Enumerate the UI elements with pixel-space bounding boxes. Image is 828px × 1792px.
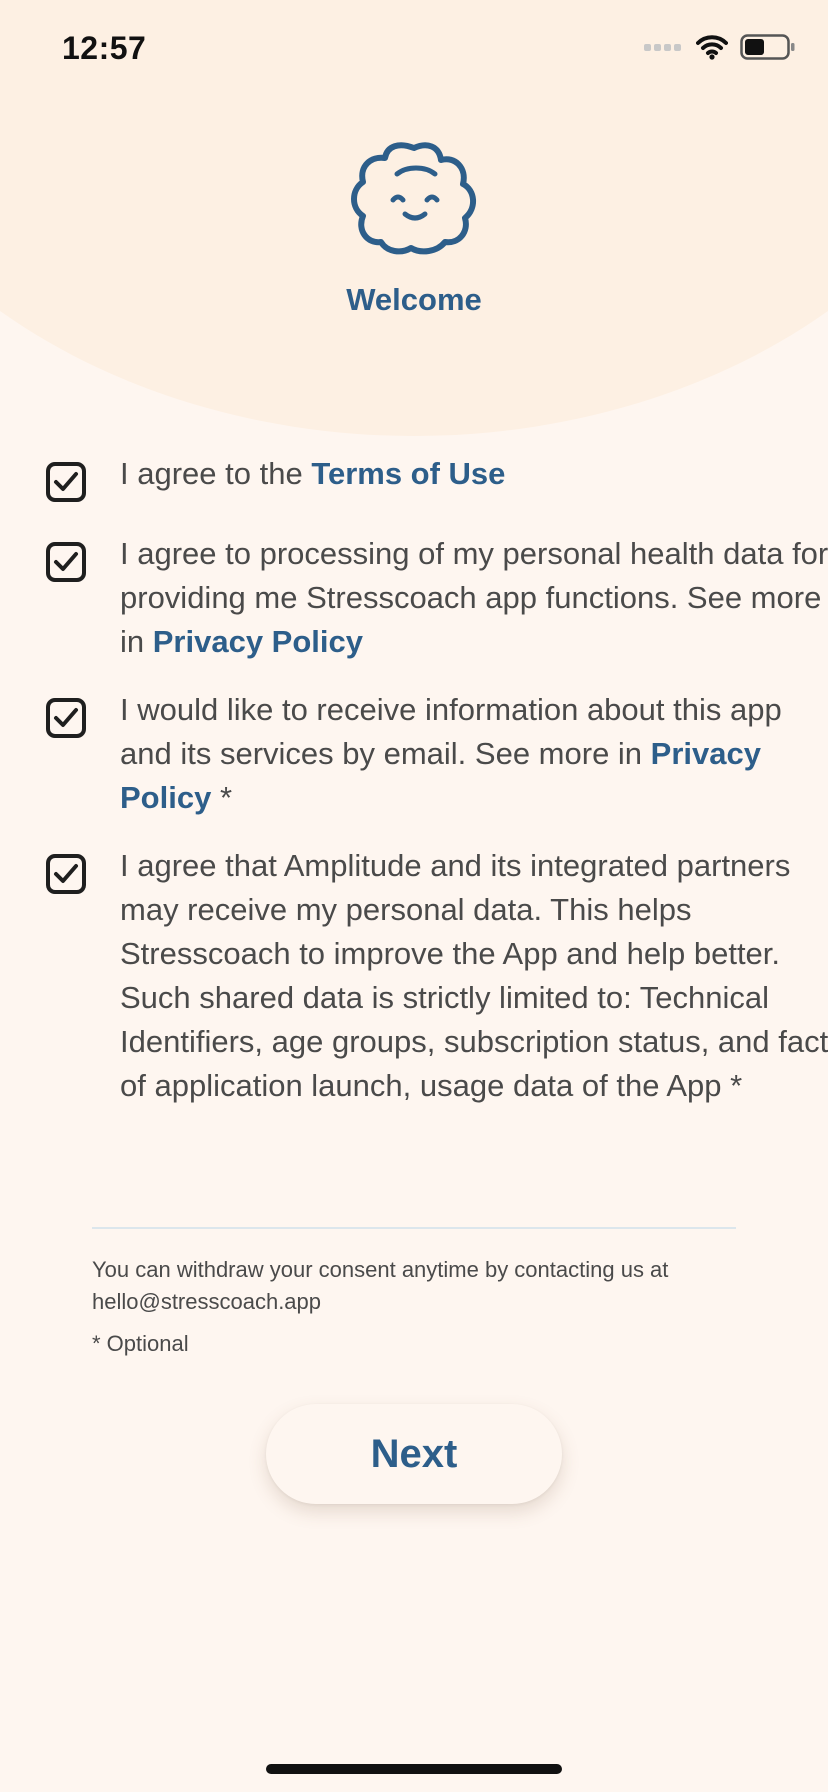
consent-health-data-label: I agree to processing of my personal health data for providing me Stresscoach app functions. See more in: [120, 536, 828, 659]
consent-health-data-checkbox[interactable]: [46, 542, 86, 582]
consent-amplitude-checkbox[interactable]: [46, 854, 86, 894]
divider: [92, 1227, 736, 1229]
status-time: 12:57: [62, 30, 147, 66]
next-button[interactable]: Next: [266, 1404, 562, 1504]
smiling-cloud-icon: [349, 138, 479, 258]
cellular-signal-icon: [644, 41, 684, 53]
consent-terms-label: I agree to the: [120, 456, 312, 491]
checkmark-icon: [53, 863, 79, 885]
consent-health-data-text: [120, 532, 828, 664]
checkmark-icon: [53, 471, 79, 493]
checkmark-icon: [53, 551, 79, 573]
privacy-policy-link[interactable]: Privacy Policy: [152, 624, 363, 659]
consent-email-label: I would like to receive information about this app and its services by email. See more in: [120, 692, 782, 771]
optional-note: * Optional: [92, 1331, 189, 1356]
optional-marker: *: [211, 780, 233, 815]
status-bar: [0, 0, 828, 100]
consent-amplitude-text: I agree that Amplitude and its integrated partners may receive my personal data. This helps Stresscoach to improve the App and help better. Such shared data is strictly limited to: Technical Identifiers, age groups, subscription status, and fact of application launch, usage data of the App *: [120, 848, 828, 1103]
consent-email-checkbox[interactable]: [46, 698, 86, 738]
withdraw-consent-note: You can withdraw your consent anytime by contacting us at hello@stresscoach.app: [92, 1257, 669, 1314]
wifi-icon: [696, 34, 728, 60]
battery-icon: [740, 34, 796, 60]
privacy-policy-link[interactable]: Privacy Policy: [120, 736, 761, 815]
checkmark-icon: [53, 707, 79, 729]
terms-of-use-link[interactable]: Terms of Use: [311, 456, 506, 491]
page-title: Welcome: [346, 282, 482, 317]
status-icons: [644, 34, 796, 60]
consent-terms-checkbox[interactable]: [46, 462, 86, 502]
home-indicator: [266, 1764, 562, 1774]
consent-email-text: [120, 688, 828, 820]
consent-terms-text: [120, 452, 828, 496]
